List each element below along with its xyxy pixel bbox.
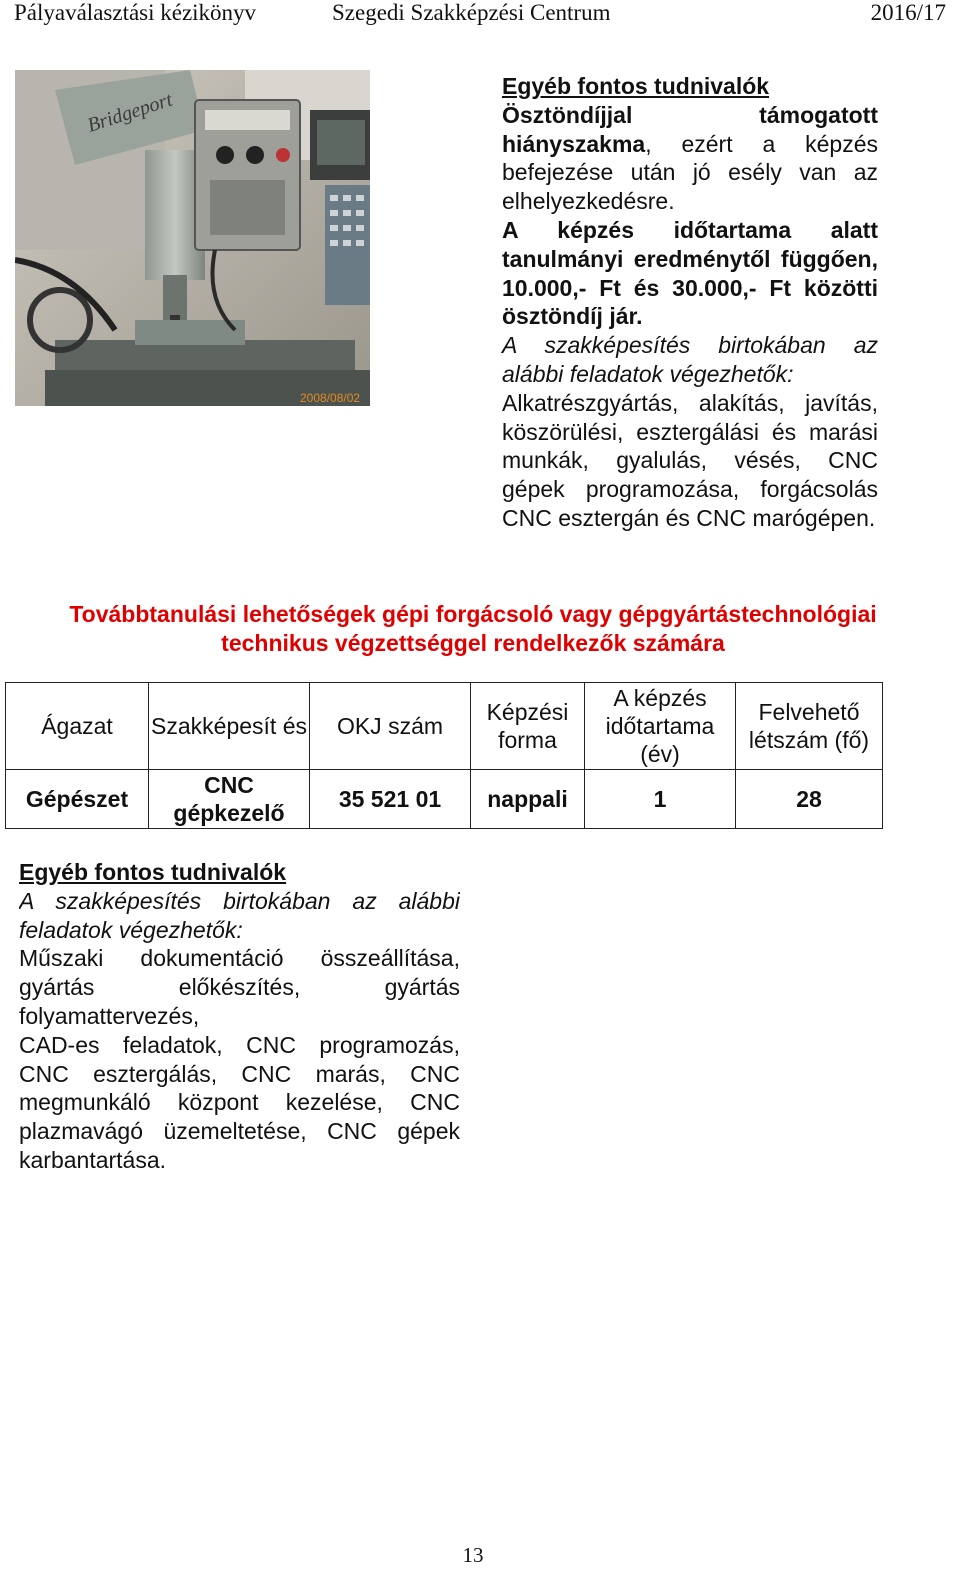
cell-kepzesi-forma: nappali	[471, 770, 585, 829]
header-agazat: Ágazat	[6, 683, 149, 770]
further-education-title-line2: technikus végzettséggel rendelkezők számára	[221, 629, 725, 656]
machine-photo	[15, 70, 370, 406]
further-education-title-line1: Továbbtanulási lehetőségek gépi forgácsoló vagy gépgyártástechnológiai	[69, 601, 877, 627]
header-kepzesi-forma: Képzési forma	[471, 683, 585, 770]
header-letszam: Felvehető létszám (fő)	[736, 683, 883, 770]
left-section-heading: Egyéb fontos tudnivalók	[19, 859, 287, 885]
header-okj: OKJ szám	[310, 683, 471, 770]
table-header-row	[6, 683, 883, 770]
stipend-paragraph: A képzés időtartama alatt tanulmányi eredménytől függően, 10.000,- Ft és 30.000,- Ft közötti ösztöndíj jár.	[502, 216, 878, 330]
page-header	[14, 0, 960, 26]
header-institution: Szegedi Szakképzési Centrum	[332, 0, 611, 25]
page-number: 13	[462, 1543, 484, 1567]
header-szakkepesites: Szakképesít és	[149, 683, 310, 770]
cell-idotartam: 1	[585, 770, 736, 829]
svg-text:Bridgeport: Bridgeport	[84, 88, 176, 137]
left-tasks-intro: A szakképesítés birtokában az alábbi feladatok végezhetők:	[19, 887, 460, 943]
cell-okj: 35 521 01	[310, 770, 471, 829]
header-year: 2016/17	[870, 0, 946, 25]
cell-agazat: Gépészet	[6, 770, 149, 829]
cell-szakkepesites: CNC gépkezelő	[149, 770, 310, 829]
tasks-list-paragraph: Alkatrészgyártás, alakítás, javítás, köszörülési, esztergálási és marási munkák, gyalulás, vésés, CNC gépek programozása, forgácsolás CNC esztergán és CNC marógépen.	[502, 389, 878, 531]
tasks-intro-paragraph: A szakképesítés birtokában az alábbi feladatok végezhetők:	[502, 332, 878, 387]
left-cad-paragraph: CAD-es feladatok, CNC programozás, CNC esztergálás, CNC marás, CNC megmunkáló központ kezelése, CNC plazmavágó üzemeltetése, CNC gépek karbantartása.	[19, 1031, 460, 1173]
left-text-column	[19, 858, 460, 1175]
table-row	[6, 770, 883, 829]
further-education-title	[0, 600, 946, 657]
svg-text:2008/08/02: 2008/08/02	[300, 391, 361, 405]
header-book-title: Pályaválasztási kézikönyv	[14, 0, 257, 25]
header-idotartam: A képzés időtartama (év)	[585, 683, 736, 770]
right-text-column	[502, 72, 878, 533]
right-section-heading: Egyéb fontos tudnivalók	[502, 73, 770, 99]
scholarship-rest-text: , ezért a képzés befejezése után jó esély van az elhelyezkedésre.	[502, 130, 878, 215]
scholarship-paragraph	[502, 101, 878, 216]
scholarship-bold-text: Ösztöndíjjal támogatott hiányszakma	[502, 101, 878, 157]
left-documentation-paragraph: Műszaki dokumentáció összeállítása, gyártás előkészítés, gyártás folyamattervezés,	[19, 945, 460, 1029]
milling-machine-image	[15, 70, 370, 406]
cell-letszam: 28	[736, 770, 883, 829]
course-table	[5, 682, 883, 829]
